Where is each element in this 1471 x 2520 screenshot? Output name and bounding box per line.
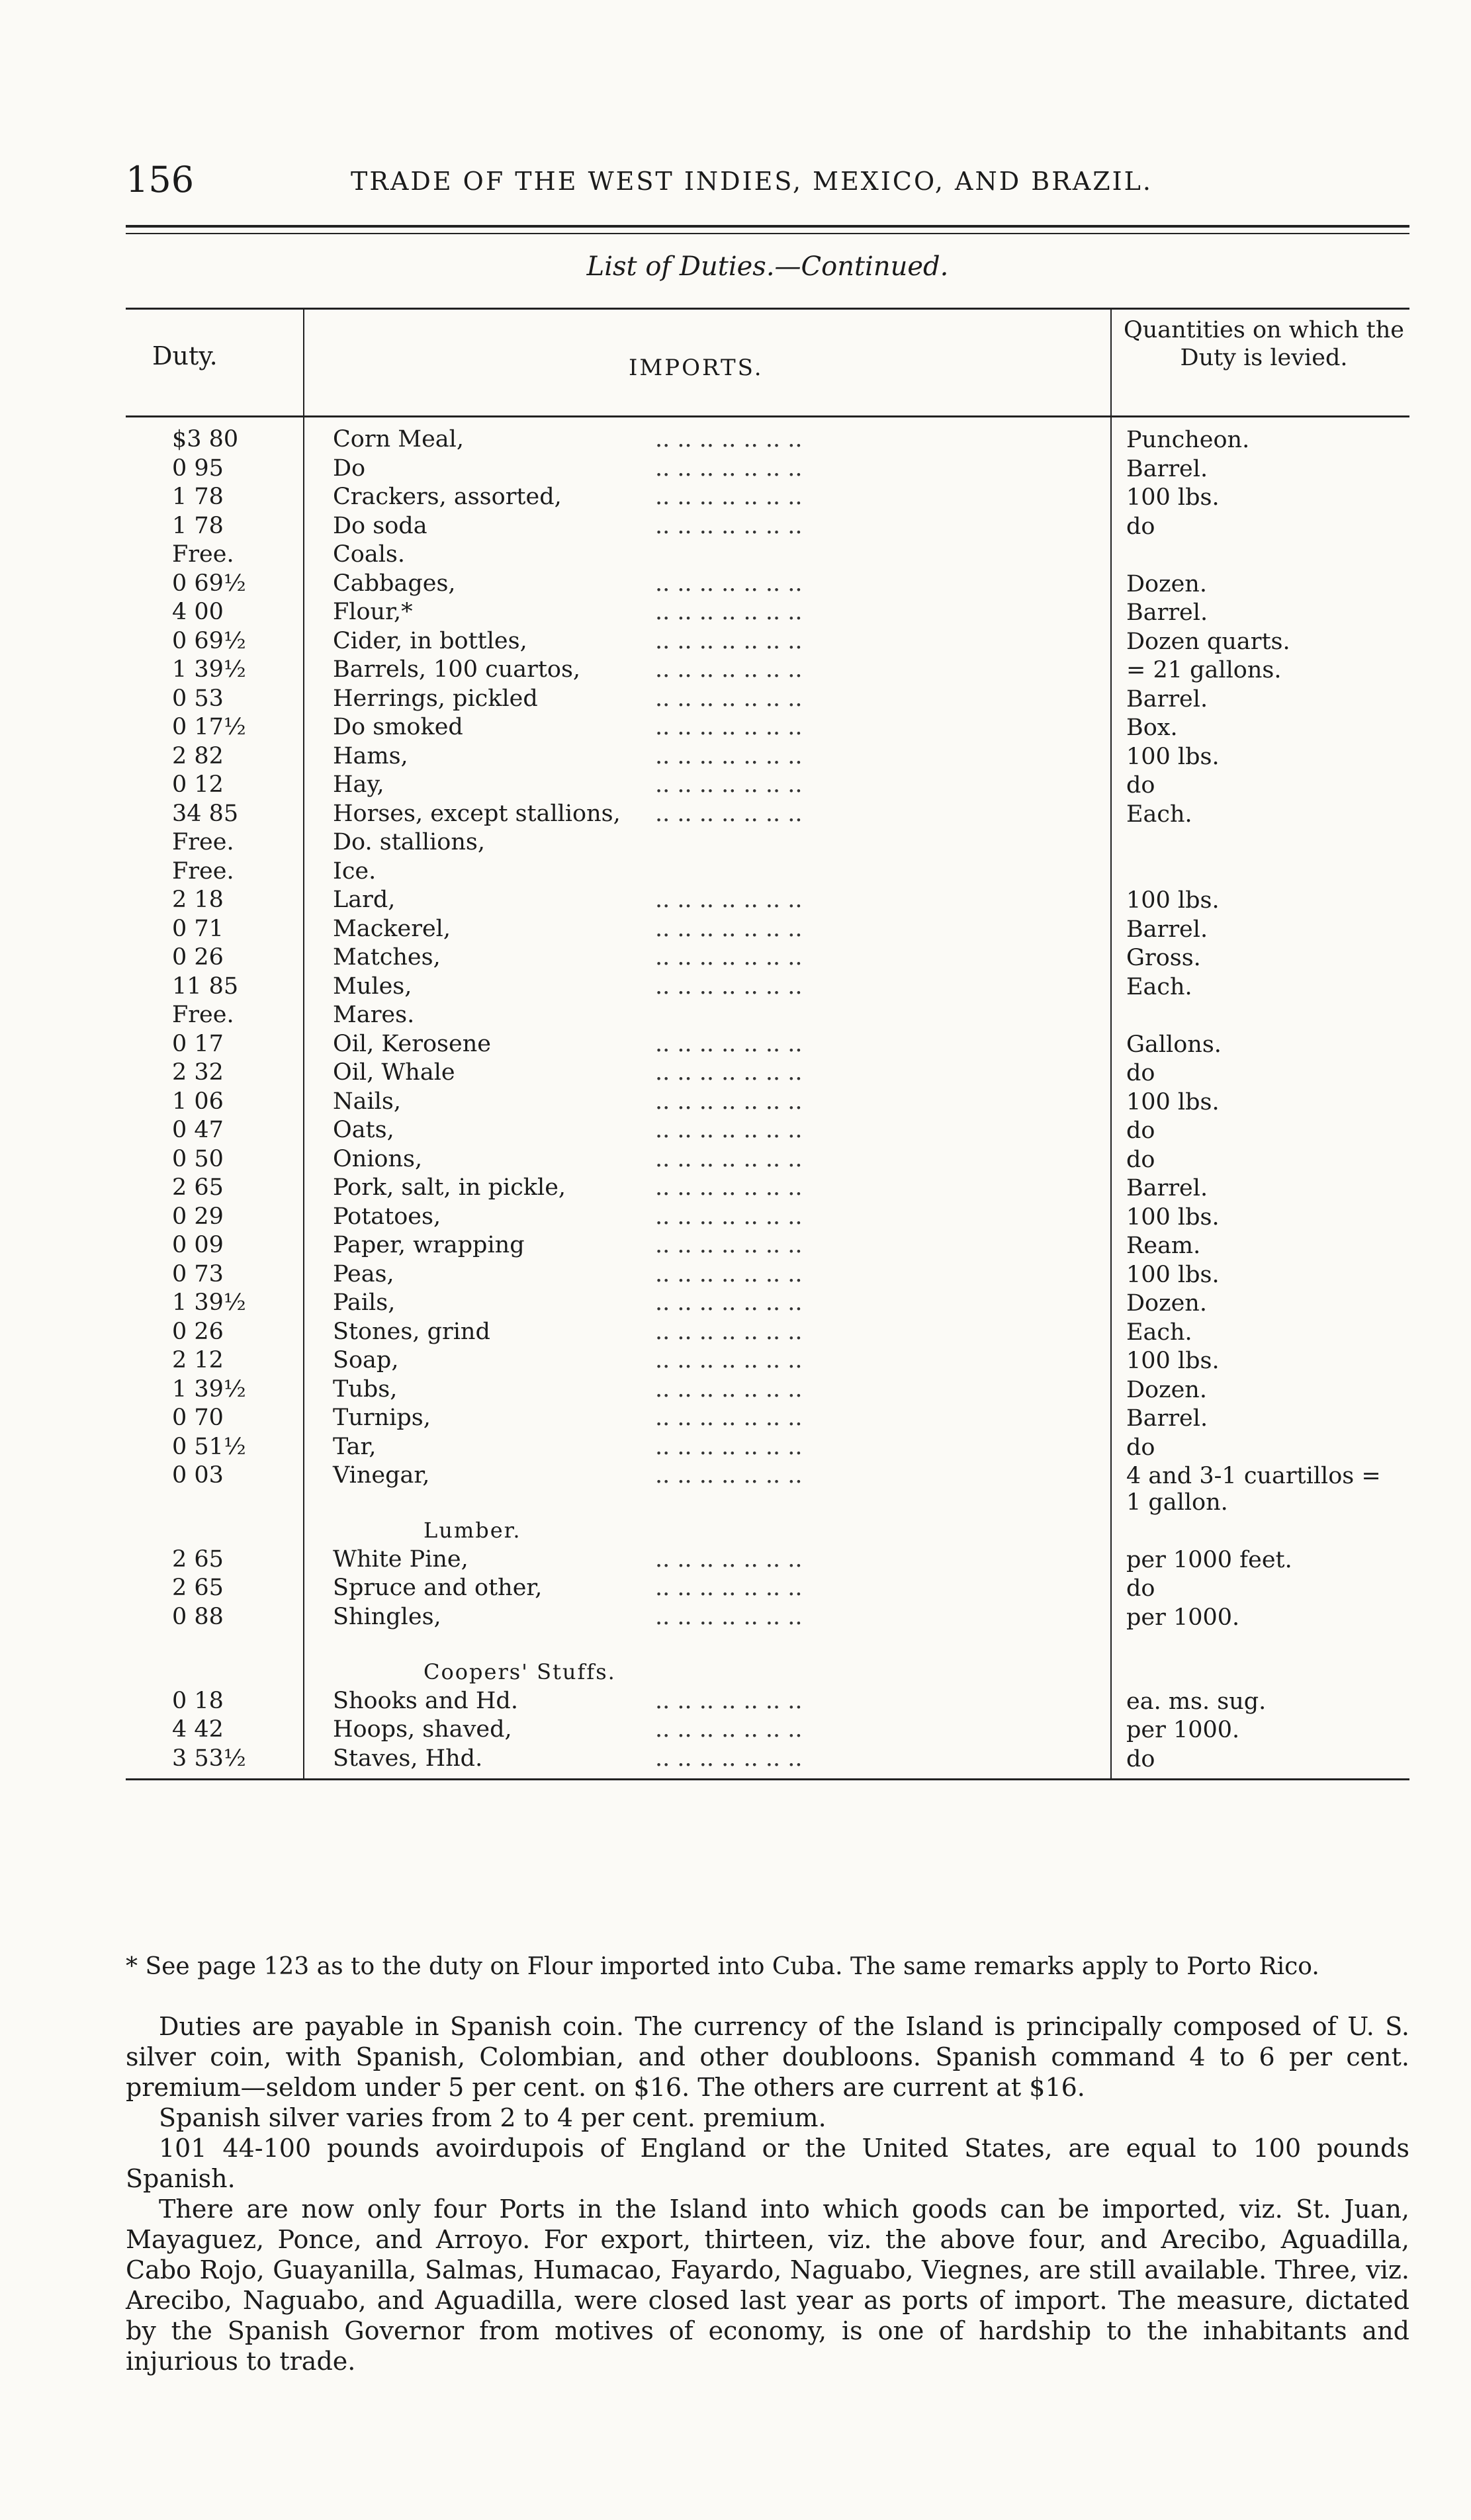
duty-value: 0 47 — [172, 1117, 224, 1143]
duty-value: 1 78 — [172, 512, 224, 539]
duty-value: 3 53½ — [172, 1745, 246, 1772]
duty-value: 2 65 — [172, 1545, 224, 1573]
import-item: Do smoked — [333, 714, 463, 740]
import-item: Stones, grind — [333, 1318, 490, 1345]
quantity-cell: Gallons. — [1126, 1031, 1222, 1058]
duty-value: 2 82 — [172, 742, 224, 769]
quantity-cell: Dozen. — [1126, 1376, 1207, 1403]
table-row — [126, 915, 1409, 944]
table-row — [126, 1231, 1409, 1260]
import-item: Coals. — [333, 541, 405, 568]
import-item: Turnips, — [333, 1405, 431, 1431]
leader-dots: .. .. .. .. .. .. .. — [655, 714, 803, 740]
leader-dots: .. .. .. .. .. .. .. — [655, 1375, 803, 1403]
duty-cell — [126, 828, 291, 857]
leader-dots: .. .. .. .. .. .. .. — [655, 1203, 803, 1230]
duty-value: 0 53 — [172, 685, 224, 712]
import-item: Hay, — [333, 771, 384, 798]
import-item: Paper, wrapping — [333, 1232, 525, 1258]
duty-value: 0 26 — [172, 1318, 224, 1345]
table-row — [126, 598, 1409, 627]
duty-value: 2 18 — [172, 887, 224, 913]
import-item: Do. stallions, — [333, 829, 485, 855]
quantity-cell: Each. — [1126, 973, 1192, 1000]
table-row — [126, 857, 1409, 887]
duty-cell — [126, 1059, 291, 1088]
duty-cell — [126, 1687, 291, 1716]
duties-table — [126, 308, 1409, 1780]
leader-dots: .. .. .. .. .. .. .. — [655, 426, 803, 453]
import-item: Hams, — [333, 742, 408, 769]
table-row — [126, 886, 1409, 915]
duty-value: 0 17½ — [172, 714, 246, 740]
import-item: Tubs, — [333, 1375, 398, 1403]
duty-cell — [126, 886, 291, 915]
import-item: Staves, Hhd. — [333, 1745, 483, 1772]
quantity-cell: ea. ms. sug. — [1126, 1688, 1267, 1715]
table-row — [126, 570, 1409, 599]
header-quantities: Quantities on which the Duty is levied. — [1124, 317, 1404, 371]
quantity-cell: do — [1126, 1117, 1155, 1144]
import-item: Matches, — [333, 944, 441, 971]
leader-dots: .. .. .. .. .. .. .. — [655, 1088, 803, 1115]
duty-cell — [126, 1461, 291, 1491]
paragraph-currency: Duties are payable in Spanish coin. The currency of the Island is principally composed of U. S. silver coin, with Spanish, Colombian, and other doubloons. Spanish command 4 to 6 per cent. premium—seldom under 5 per cent. on $16. The others are current at $16. — [126, 2012, 1409, 2102]
table-row — [126, 771, 1409, 800]
header-imports: IMPORTS. — [629, 355, 764, 381]
table-row — [126, 1433, 1409, 1462]
duty-value: Free. — [172, 1002, 234, 1028]
page-number: 156 — [126, 159, 195, 200]
leader-dots: .. .. .. .. .. .. .. — [655, 915, 803, 942]
import-item: Cider, in bottles, — [333, 627, 527, 654]
duty-value: 0 95 — [172, 455, 224, 482]
leader-dots: .. .. .. .. .. .. .. — [655, 656, 803, 683]
leader-dots: .. .. .. .. .. .. .. — [655, 1289, 803, 1316]
table-row — [126, 1603, 1409, 1632]
table-row — [126, 713, 1409, 742]
quantity-cell: per 1000. — [1126, 1717, 1240, 1743]
leader-dots: .. .. .. .. .. .. .. — [655, 1145, 803, 1172]
table-row — [126, 1260, 1409, 1289]
duty-cell — [126, 1375, 291, 1405]
quantity-cell: do — [1126, 1146, 1155, 1173]
import-item: Onions, — [333, 1145, 423, 1172]
page-header — [126, 152, 1409, 218]
import-item: Cabbages, — [333, 570, 456, 597]
table-row — [126, 1145, 1409, 1174]
duty-cell — [126, 1260, 291, 1289]
table-row — [126, 656, 1409, 685]
leader-dots: .. .. .. .. .. .. .. — [655, 627, 803, 654]
duty-cell — [126, 1318, 291, 1347]
duty-cell — [126, 1088, 291, 1117]
quantity-cell: Each. — [1126, 801, 1192, 828]
table-row — [126, 800, 1409, 829]
quantity-cell: Each. — [1126, 1319, 1192, 1346]
quantity-cell: Dozen quarts. — [1126, 628, 1290, 655]
quantity-cell: 100 lbs. — [1126, 743, 1220, 770]
duty-cell — [126, 915, 291, 944]
duty-value: 0 50 — [172, 1145, 224, 1172]
section-row — [126, 1658, 1409, 1687]
paragraph-weights: 101 44-100 pounds avoirdupois of England or the United States, are equal to 100 pounds Spanish. — [126, 2134, 1409, 2193]
quantity-cell: do — [1126, 1745, 1155, 1772]
leader-dots: .. .. .. .. .. .. .. — [655, 1174, 803, 1201]
duty-value: 2 65 — [172, 1174, 224, 1201]
quantity-cell: per 1000 feet. — [1126, 1546, 1292, 1573]
leader-dots: .. .. .. .. .. .. .. — [655, 570, 803, 597]
duty-value: 1 39½ — [172, 656, 246, 683]
quantity-cell: do — [1126, 1060, 1155, 1086]
duty-value: 34 85 — [172, 800, 239, 827]
quantity-cell: Box. — [1126, 715, 1178, 741]
import-item: Oil, Kerosene — [333, 1030, 491, 1057]
duty-cell — [126, 1001, 291, 1030]
leader-dots: .. .. .. .. .. .. .. — [655, 800, 803, 827]
duty-value: 2 12 — [172, 1347, 224, 1373]
table-row — [126, 1174, 1409, 1203]
table-row — [126, 1030, 1409, 1059]
table-row — [126, 1716, 1409, 1745]
duty-value: 4 00 — [172, 599, 224, 625]
table-row — [126, 627, 1409, 656]
duty-value: 4 42 — [172, 1716, 224, 1743]
import-item: Pails, — [333, 1289, 396, 1316]
import-item: Mares. — [333, 1002, 415, 1028]
duty-value: 0 51½ — [172, 1433, 246, 1460]
import-item: Flour,* — [333, 599, 413, 625]
duty-cell — [126, 425, 291, 455]
quantity-cell: = 21 gallons. — [1126, 657, 1282, 683]
quantity-cell: Ream. — [1126, 1233, 1201, 1259]
duty-cell — [126, 1545, 291, 1575]
import-item: Corn Meal, — [333, 426, 464, 453]
quantity-cell: Barrel. — [1126, 685, 1208, 713]
quantity-cell: 100 lbs. — [1126, 887, 1220, 914]
leader-dots: .. .. .. .. .. .. .. — [655, 887, 803, 913]
import-item: Ice. — [333, 857, 377, 885]
quantity-cell: Barrel. — [1126, 455, 1208, 482]
duty-cell — [126, 1603, 291, 1632]
quantity-cell: Barrel. — [1126, 916, 1208, 943]
table-row — [126, 1687, 1409, 1716]
leader-dots: .. .. .. .. .. .. .. — [655, 484, 803, 510]
quantity-cell: Barrel. — [1126, 599, 1208, 626]
duty-value: 1 78 — [172, 484, 224, 510]
section-coopers: Coopers' Stuffs. — [423, 1659, 616, 1684]
quantity-cell: Gross. — [1126, 945, 1201, 971]
leader-dots: .. .. .. .. .. .. .. — [655, 1575, 803, 1601]
leader-dots: .. .. .. .. .. .. .. — [655, 1318, 803, 1345]
table-row — [126, 1088, 1409, 1117]
import-item: Lard, — [333, 887, 396, 913]
duty-cell — [126, 570, 291, 599]
import-item: Do — [333, 455, 366, 482]
leader-dots: .. .. .. .. .. .. .. — [655, 1347, 803, 1373]
table-row — [126, 742, 1409, 771]
quantity-cell: do — [1126, 513, 1155, 540]
import-item: Do soda — [333, 512, 427, 539]
duty-value: 0 73 — [172, 1260, 224, 1287]
paragraph-ports: There are now only four Ports in the Island into which goods can be imported, viz. St. Juan, Mayaguez, Ponce, and Arroyo. For export, thirteen, viz. the above four, and Arecibo, Aguadilla, Cabo Rojo, Guayanilla, Salmas, Humacao, Fayardo, Naguabo, Viegnes, are still available. Three, viz. Arecibo, Naguabo, and Aguadilla, were closed last year as ports of import. The measure, dictated by the Spanish Governor from motives of economy, is one of hardship to the inhabitants and injurious to trade. — [126, 2194, 1409, 2376]
leader-dots: .. .. .. .. .. .. .. — [655, 1059, 803, 1086]
duty-value: 11 85 — [172, 973, 239, 1000]
duty-value: 0 26 — [172, 944, 224, 971]
duty-cell — [126, 1346, 291, 1375]
import-item: Mules, — [333, 973, 412, 1000]
duty-value: 1 39½ — [172, 1375, 246, 1403]
duty-value: 2 65 — [172, 1575, 224, 1601]
import-item: Pork, salt, in pickle, — [333, 1174, 566, 1201]
table-row — [126, 828, 1409, 857]
duty-cell — [126, 771, 291, 800]
footnote: * See page 123 as to the duty on Flour imported into Cuba. The same remarks apply to Porto Rico. — [126, 1953, 1319, 1980]
import-item: Shingles, — [333, 1603, 441, 1630]
leader-dots: .. .. .. .. .. .. .. — [655, 1545, 803, 1573]
table-row — [126, 1203, 1409, 1232]
duty-cell — [126, 1116, 291, 1145]
quantity-cell: 100 lbs. — [1126, 1348, 1220, 1374]
duty-value: 0 12 — [172, 771, 224, 798]
duty-value: 0 17 — [172, 1030, 224, 1057]
table-row — [126, 1745, 1409, 1774]
quantity-cell: per 1000. — [1126, 1604, 1240, 1631]
leader-dots: .. .. .. .. .. .. .. — [655, 1232, 803, 1258]
import-item: Peas, — [333, 1260, 394, 1287]
quantity-cell: do — [1126, 772, 1155, 799]
duty-value: 0 69½ — [172, 627, 246, 654]
table-row — [126, 512, 1409, 541]
leader-dots: .. .. .. .. .. .. .. — [655, 1462, 803, 1489]
table-header — [126, 310, 1409, 417]
header-duty: Duty. — [152, 341, 218, 370]
table-row — [126, 1116, 1409, 1145]
import-item: Nails, — [333, 1088, 401, 1115]
table-row — [126, 1375, 1409, 1405]
duty-value: 0 71 — [172, 915, 224, 942]
table-row — [126, 1059, 1409, 1088]
import-item: Vinegar, — [333, 1462, 430, 1489]
table-row — [126, 1289, 1409, 1318]
import-item: Herrings, pickled — [333, 685, 538, 712]
duty-cell — [126, 656, 291, 685]
duty-value: 1 06 — [172, 1088, 224, 1115]
leader-dots: .. .. .. .. .. .. .. — [655, 973, 803, 1000]
duty-cell — [126, 483, 291, 512]
import-item: Spruce and other, — [333, 1575, 543, 1601]
leader-dots: .. .. .. .. .. .. .. — [655, 944, 803, 971]
leader-dots: .. .. .. .. .. .. .. — [655, 1603, 803, 1630]
quantity-cell: Barrel. — [1126, 1405, 1208, 1432]
running-title: TRADE OF THE WEST INDIES, MEXICO, AND BRAZIL. — [351, 167, 1153, 196]
section-row — [126, 1516, 1409, 1545]
duty-cell — [126, 1145, 291, 1174]
duty-cell — [126, 1203, 291, 1232]
leader-dots: .. .. .. .. .. .. .. — [655, 1260, 803, 1287]
quantity-cell: Puncheon. — [1126, 427, 1250, 453]
spacer — [126, 1631, 1409, 1658]
leader-dots: .. .. .. .. .. .. .. — [655, 599, 803, 625]
leader-dots: .. .. .. .. .. .. .. — [655, 512, 803, 539]
quantity-cell: Barrel. — [1126, 1175, 1208, 1201]
quantity-cell: 100 lbs. — [1126, 1088, 1220, 1115]
leader-dots: .. .. .. .. .. .. .. — [655, 455, 803, 482]
duty-value: 0 03 — [172, 1462, 224, 1489]
duty-value: $3 80 — [172, 426, 239, 453]
leader-dots: .. .. .. .. .. .. .. — [655, 1405, 803, 1431]
duty-cell — [126, 1745, 291, 1774]
duty-cell — [126, 1289, 291, 1318]
leader-dots: .. .. .. .. .. .. .. — [655, 1030, 803, 1057]
duty-cell — [126, 685, 291, 714]
leader-dots: .. .. .. .. .. .. .. — [655, 1716, 803, 1743]
duty-value: Free. — [172, 857, 234, 885]
leader-dots: .. .. .. .. .. .. .. — [655, 771, 803, 798]
duty-cell — [126, 713, 291, 742]
table-row — [126, 1346, 1409, 1375]
text-block — [126, 1952, 1409, 2376]
table-row — [126, 455, 1409, 484]
duty-cell — [126, 455, 291, 484]
import-item: Oil, Whale — [333, 1059, 455, 1086]
table-row — [126, 425, 1409, 455]
duty-cell — [126, 973, 291, 1002]
leader-dots: .. .. .. .. .. .. .. — [655, 685, 803, 712]
quantity-cell: Dozen. — [1126, 570, 1207, 597]
leader-dots: .. .. .. .. .. .. .. — [655, 1117, 803, 1143]
table-row — [126, 1001, 1409, 1030]
duty-cell — [126, 857, 291, 887]
table-row — [126, 1545, 1409, 1575]
duty-cell — [126, 627, 291, 656]
section-lumber: Lumber. — [423, 1518, 521, 1543]
leader-dots: .. .. .. .. .. .. .. — [655, 1687, 803, 1714]
duty-cell — [126, 1716, 291, 1745]
duty-value: Free. — [172, 541, 234, 568]
table-row — [126, 1574, 1409, 1603]
duty-value: 0 18 — [172, 1687, 224, 1714]
duty-value: 0 88 — [172, 1603, 224, 1630]
table-row — [126, 685, 1409, 714]
duty-cell — [126, 742, 291, 771]
import-item: Shooks and Hd. — [333, 1687, 518, 1714]
leader-dots: .. .. .. .. .. .. .. — [655, 1433, 803, 1460]
duty-cell — [126, 598, 291, 627]
quantity-cell: 4 and 3-1 cuartillos = 1 gallon. — [1126, 1463, 1381, 1516]
duty-value: 0 70 — [172, 1405, 224, 1431]
import-item: Tar, — [333, 1433, 377, 1460]
quantity-cell: 100 lbs. — [1126, 1203, 1220, 1231]
import-item: Potatoes, — [333, 1203, 441, 1230]
duty-cell — [126, 1404, 291, 1433]
quantity-cell: do — [1126, 1434, 1155, 1461]
quantity-cell: 100 lbs. — [1126, 1261, 1220, 1288]
table-body — [126, 417, 1409, 1778]
table-row — [126, 483, 1409, 512]
quantity-cell: do — [1126, 1575, 1155, 1602]
table-row — [126, 973, 1409, 1002]
duty-value: 2 32 — [172, 1059, 224, 1086]
duty-value: Free. — [172, 829, 234, 855]
duty-cell — [126, 1574, 291, 1603]
import-item: Soap, — [333, 1347, 399, 1373]
table-caption: List of Duties.—Continued. — [586, 251, 949, 282]
duty-cell — [126, 1174, 291, 1203]
leader-dots: .. .. .. .. .. .. .. — [655, 1745, 803, 1772]
duty-cell — [126, 1433, 291, 1462]
duty-cell — [126, 800, 291, 829]
duty-value: 1 39½ — [172, 1289, 246, 1316]
header-rule — [126, 225, 1409, 234]
import-item: Crackers, assorted, — [333, 484, 562, 510]
quantity-cell: Dozen. — [1126, 1290, 1207, 1317]
duty-cell — [126, 1030, 291, 1059]
quantity-cell: 100 lbs. — [1126, 484, 1220, 511]
book-page — [126, 152, 1409, 2376]
import-item: White Pine, — [333, 1545, 468, 1573]
paragraph-silver: Spanish silver varies from 2 to 4 per cent. premium. — [159, 2103, 826, 2132]
table-row — [126, 1404, 1409, 1433]
import-item: Hoops, shaved, — [333, 1716, 512, 1743]
table-row — [126, 1461, 1409, 1516]
table-row — [126, 541, 1409, 570]
duty-cell — [126, 541, 291, 570]
duty-cell — [126, 1231, 291, 1260]
import-item: Barrels, 100 cuartos, — [333, 656, 581, 683]
import-item: Oats, — [333, 1117, 394, 1143]
duty-cell — [126, 943, 291, 973]
duty-cell — [126, 512, 291, 541]
import-item: Horses, except stallions, — [333, 800, 621, 827]
duty-value: 0 29 — [172, 1203, 224, 1230]
table-row — [126, 943, 1409, 973]
import-item: Mackerel, — [333, 915, 451, 942]
table-row — [126, 1318, 1409, 1347]
duty-value: 0 69½ — [172, 570, 246, 597]
leader-dots: .. .. .. .. .. .. .. — [655, 742, 803, 769]
duty-value: 0 09 — [172, 1232, 224, 1258]
